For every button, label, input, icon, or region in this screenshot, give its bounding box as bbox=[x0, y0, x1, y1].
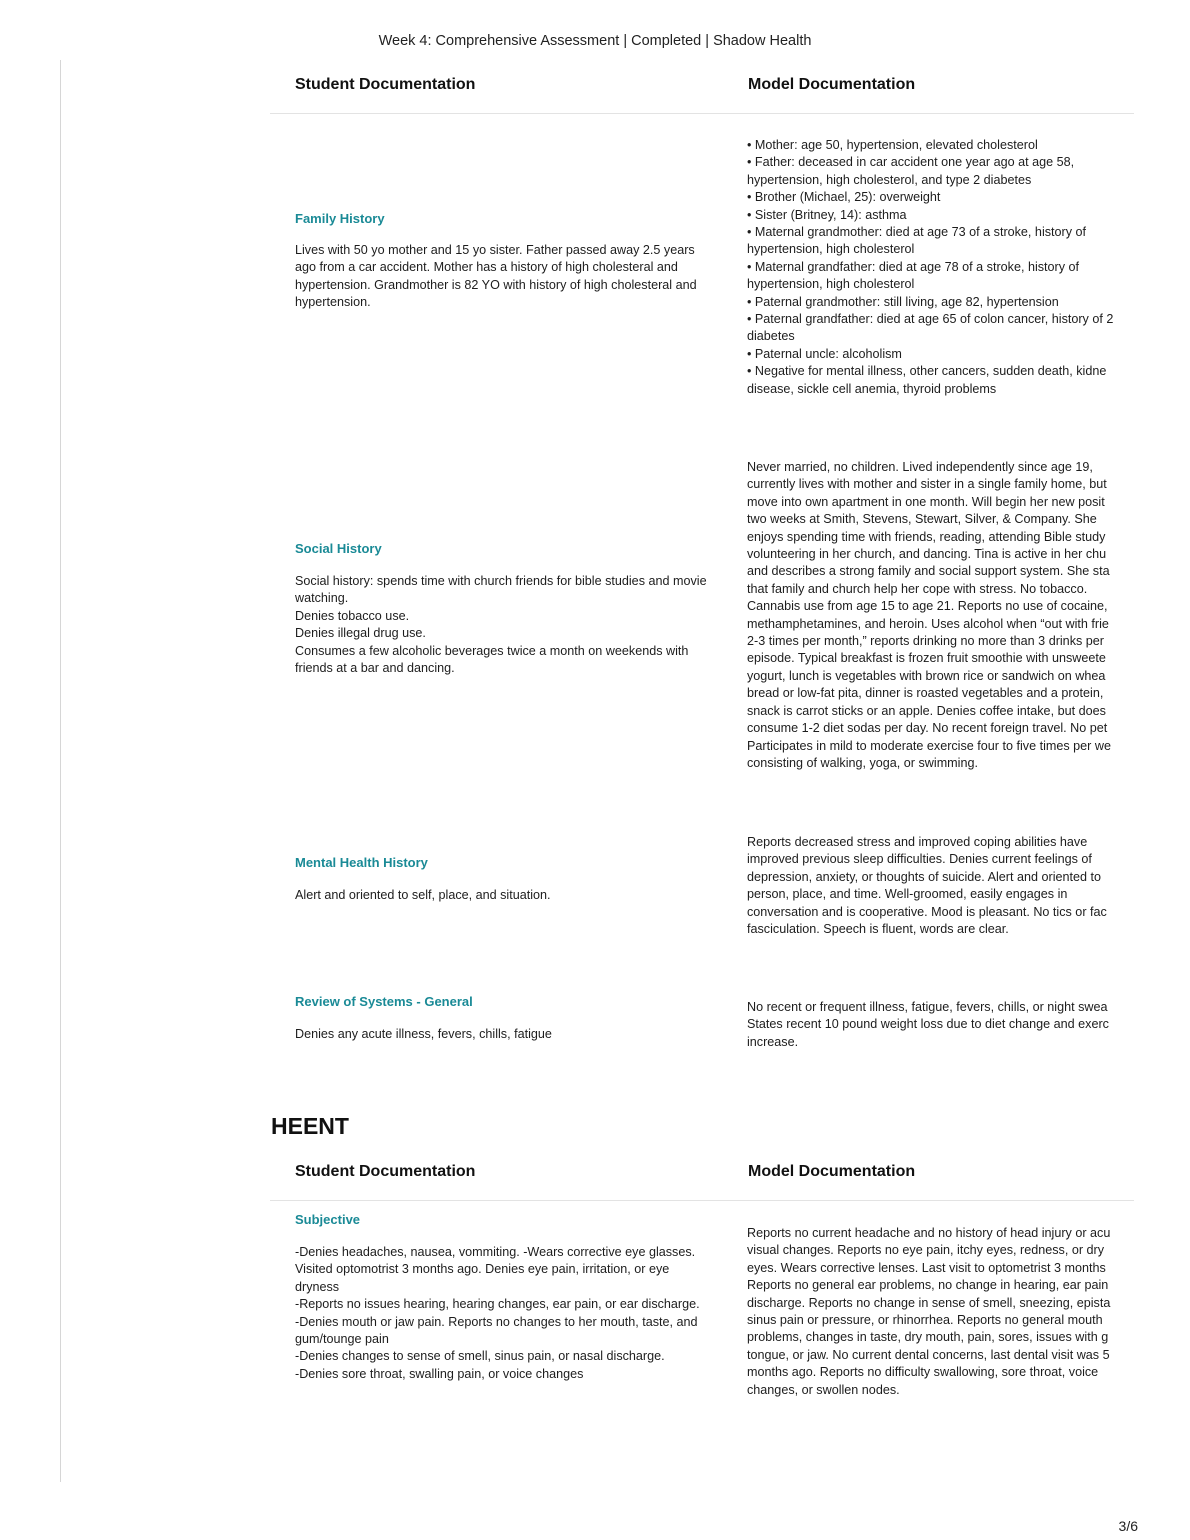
review-of-systems-model-text bbox=[747, 999, 1134, 1051]
social-history-title: Social History bbox=[295, 541, 382, 556]
text-line: consisting of walking, yoga, or swimming. bbox=[747, 755, 978, 770]
text-line: two weeks at Smith, Stevens, Stewart, Silver, & Company. She bbox=[747, 512, 1097, 527]
text-line: depression, anxiety, or thoughts of suicide. Alert and oriented to bbox=[747, 869, 1102, 884]
text-line: Social history: spends time with church friends for bible studies and movie watching. bbox=[295, 574, 707, 606]
text-line: No recent or frequent illness, fatigue, fevers, chills, or night swea bbox=[747, 1000, 1108, 1014]
text-line: currently lives with mother and sister in a single family home, but bbox=[747, 477, 1107, 492]
social-history-student-text bbox=[295, 573, 715, 677]
text-line: increase. bbox=[747, 1034, 799, 1049]
text-line: Denies illegal drug use. bbox=[295, 626, 426, 641]
text-line: Consumes a few alcoholic beverages twice a month on weekends with friends at a bar and dancing. bbox=[295, 643, 689, 676]
text-line: bread or low-fat pita, dinner is roasted vegetables and a protein, bbox=[747, 686, 1104, 701]
text-line: methamphetamines, and heroin. Uses alcohol when “out with frie bbox=[747, 616, 1109, 631]
text-line: -Reports no issues hearing, hearing changes, ear pain, or ear discharge. bbox=[295, 1297, 700, 1312]
family-history-model-text bbox=[747, 137, 1134, 398]
text-line: -Denies mouth or jaw pain. Reports no changes to her mouth, taste, and gum/tounge pain bbox=[295, 1314, 698, 1347]
list-item: • Negative for mental illness, other cancers, sudden death, kidne disease, sickle cell anemia, thyroid problems bbox=[747, 364, 1107, 396]
text-line: yogurt, lunch is vegetables with brown rice or sandwich on whea bbox=[747, 668, 1106, 683]
text-line: improved previous sleep difficulties. Denies current feelings of bbox=[747, 852, 1092, 867]
text-line: Denies tobacco use. bbox=[295, 608, 410, 623]
list-item: • Paternal uncle: alcoholism bbox=[747, 346, 902, 361]
heent-heading: HEENT bbox=[271, 1113, 349, 1139]
text-line: changes, or swollen nodes. bbox=[747, 1382, 900, 1397]
text-line: Participates in mild to moderate exercise four to five times per we bbox=[747, 738, 1111, 753]
list-item: • Brother (Michael, 25): overweight bbox=[747, 190, 941, 205]
list-item: • Paternal grandfather: died at age 65 of colon cancer, history of 2 diabetes bbox=[747, 312, 1114, 344]
heent-model-documentation-header: Model Documentation bbox=[748, 1163, 916, 1180]
family-history-title: Family History bbox=[295, 211, 385, 226]
text-line: eyes. Wears corrective lenses. Last visit to optometrist 3 months bbox=[747, 1260, 1106, 1275]
text-line: -Denies headaches, nausea, vommiting. -Wears corrective eye glasses. Visited optomotrist 3 months ago. Denies eye pain, irritation, or eye dryness bbox=[295, 1245, 696, 1294]
text-line: Cannabis use from age 15 to age 21. Reports no use of cocaine, bbox=[747, 599, 1108, 614]
text-line: problems, changes in taste, dry mouth, pain, sores, issues with g bbox=[747, 1330, 1109, 1345]
heent-student-text bbox=[295, 1244, 715, 1383]
text-line: and describes a strong family and social support system. She sta bbox=[747, 564, 1110, 579]
family-history-student-text: Lives with 50 yo mother and 15 yo sister. Father passed away 2.5 years ago from a car accident. Mother has a history of high cholesteral and hypertension. Grandmother is 82 YO with history of high cholesteral and hypertension. bbox=[295, 243, 697, 310]
review-of-systems-student-text: Denies any acute illness, fevers, chills, fatigue bbox=[295, 1027, 552, 1041]
mental-health-student-text: Alert and oriented to self, place, and situation. bbox=[295, 888, 551, 902]
heent-model-text bbox=[747, 1225, 1134, 1399]
text-line: Reports decreased stress and improved coping abilities have bbox=[747, 835, 1088, 849]
text-line: Never married, no children. Lived independently since age 19, bbox=[747, 460, 1093, 474]
text-line: 2-3 times per month,” reports drinking no more than 3 drinks per bbox=[747, 634, 1104, 649]
text-line: fasciculation. Speech is fluent, words are clear. bbox=[747, 922, 1009, 937]
text-line: months ago. Reports no difficulty swallowing, sore throat, voice bbox=[747, 1365, 1099, 1380]
list-item: • Mother: age 50, hypertension, elevated cholesterol bbox=[747, 138, 1038, 152]
text-line: consume 1-2 diet sodas per day. No recent foreign travel. No pet bbox=[747, 721, 1108, 736]
text-line: -Denies sore throat, swalling pain, or voice changes bbox=[295, 1366, 584, 1381]
list-item: • Father: deceased in car accident one year ago at age 58, hypertension, high cholesterol, and type 2 diabetes bbox=[747, 155, 1075, 187]
text-line: tongue, or jaw. No current dental concerns, last dental visit was 5 bbox=[747, 1347, 1110, 1362]
review-of-systems-title: Review of Systems - General bbox=[295, 994, 473, 1009]
text-line: -Denies changes to sense of smell, sinus pain, or nasal discharge. bbox=[295, 1349, 665, 1364]
heent-header-divider bbox=[270, 1200, 1134, 1201]
text-line: sinus pain or pressure, or rhinorrhea. Reports no general mouth bbox=[747, 1313, 1103, 1328]
text-line: volunteering in her church, and dancing. Tina is active in her chu bbox=[747, 547, 1107, 562]
text-line: move into own apartment in one month. Will begin her new posit bbox=[747, 494, 1105, 509]
text-line: visual changes. Reports no eye pain, itchy eyes, redness, or dry bbox=[747, 1243, 1105, 1258]
student-documentation-header: Student Documentation bbox=[295, 76, 476, 93]
text-line: Reports no current headache and no history of head injury or acu bbox=[747, 1226, 1111, 1240]
text-line: States recent 10 pound weight loss due to diet change and exerc bbox=[747, 1017, 1109, 1032]
header-divider bbox=[270, 113, 1134, 114]
text-line: person, place, and time. Well-groomed, easily engages in bbox=[747, 887, 1068, 902]
text-line: that family and church help her cope with stress. No tobacco. bbox=[747, 581, 1088, 596]
heent-subjective-title: Subjective bbox=[295, 1212, 361, 1227]
heent-student-documentation-header: Student Documentation bbox=[295, 1163, 476, 1180]
list-item: • Sister (Britney, 14): asthma bbox=[747, 207, 907, 222]
mental-health-model-text bbox=[747, 834, 1134, 938]
text-line: enjoys spending time with friends, reading, attending Bible study bbox=[747, 529, 1106, 544]
text-line: conversation and is cooperative. Mood is pleasant. No tics or fac bbox=[747, 904, 1107, 919]
text-line: Reports no general ear problems, no change in hearing, ear pain bbox=[747, 1278, 1109, 1293]
model-documentation-header: Model Documentation bbox=[748, 76, 916, 93]
left-margin-rule bbox=[60, 60, 61, 1482]
text-line: episode. Typical breakfast is frozen fruit smoothie with unsweete bbox=[747, 651, 1106, 666]
page-number: 3/6 bbox=[1118, 1518, 1138, 1534]
text-line: snack is carrot sticks or an apple. Denies coffee intake, but does bbox=[747, 703, 1106, 718]
mental-health-history-title: Mental Health History bbox=[295, 855, 428, 870]
social-history-model-text bbox=[747, 459, 1134, 772]
list-item: • Maternal grandmother: died at age 73 of a stroke, history of hypertension, high cholesterol bbox=[747, 225, 1087, 257]
text-line: discharge. Reports no change in sense of smell, sneezing, epista bbox=[747, 1295, 1111, 1310]
page-header-title: Week 4: Comprehensive Assessment | Completed | Shadow Health bbox=[378, 33, 812, 49]
list-item: • Maternal grandfather: died at age 78 of a stroke, history of hypertension, high cholesterol bbox=[747, 259, 1080, 292]
list-item: • Paternal grandmother: still living, age 82, hypertension bbox=[747, 294, 1059, 309]
